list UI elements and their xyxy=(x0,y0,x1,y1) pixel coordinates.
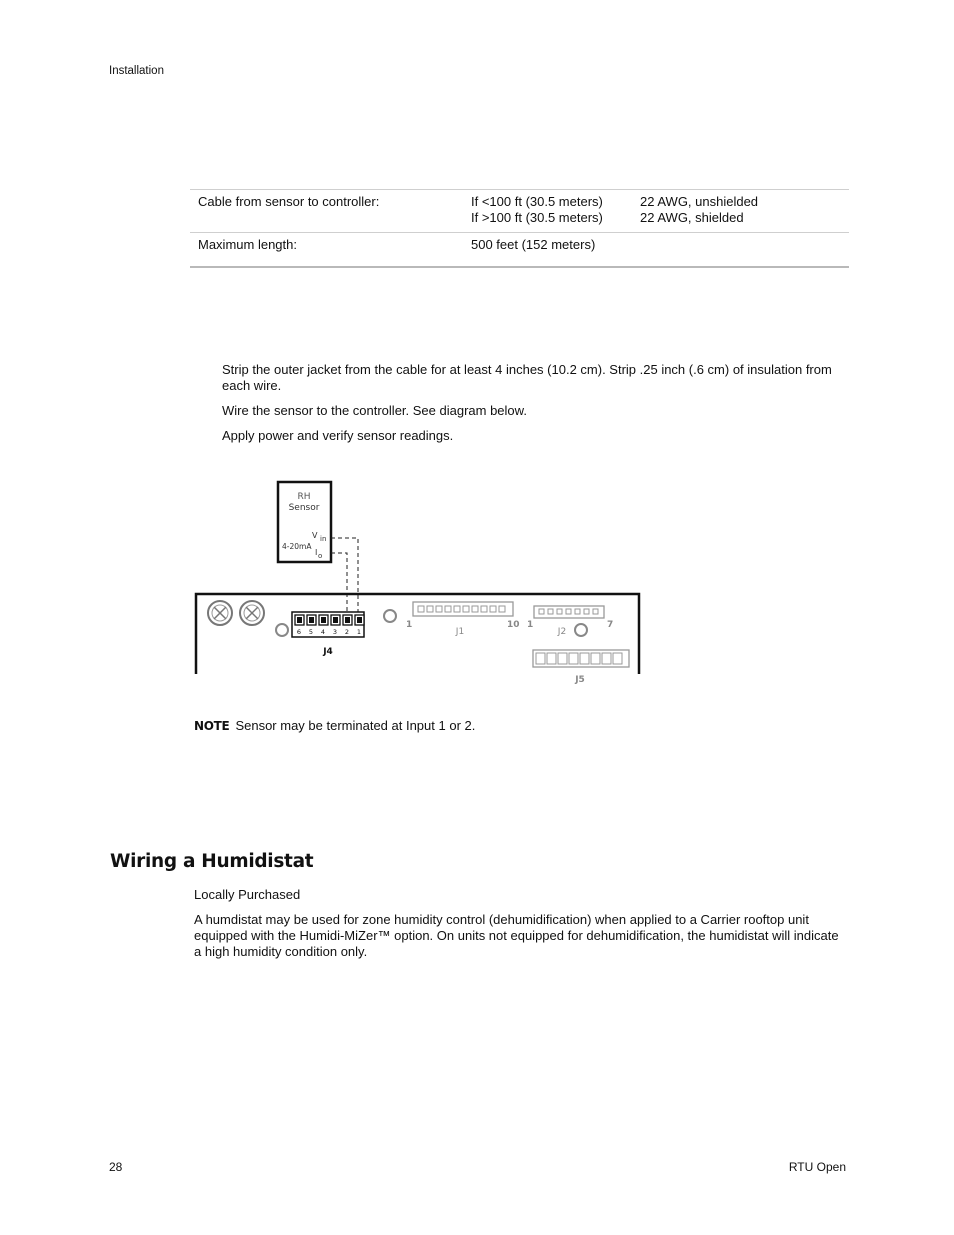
value-unshielded: 22 AWG, unshielded xyxy=(640,194,759,209)
running-header: Installation xyxy=(109,65,164,77)
sensor-title-rh: RH xyxy=(297,492,311,502)
vin-v: V xyxy=(312,531,318,540)
condition-over-100ft: If >100 ft (30.5 meters) xyxy=(471,210,603,225)
j4-pin-6: 6 xyxy=(296,628,302,636)
vin-sub: in xyxy=(320,535,327,543)
section-subtitle: Locally Purchased xyxy=(194,887,301,902)
j1-start: 1 xyxy=(406,620,413,630)
vin-wire xyxy=(331,538,358,614)
condition-under-100ft: If <100 ft (30.5 meters) xyxy=(471,194,603,209)
io-sub: o xyxy=(318,552,323,560)
j4-pin-2: 2 xyxy=(344,628,350,636)
cable-conditions xyxy=(471,194,603,226)
installation-steps xyxy=(222,362,842,453)
section-heading: Wiring a Humidistat xyxy=(110,851,314,872)
step-3: Apply power and verify sensor readings. xyxy=(222,428,454,443)
j4-terminal-block xyxy=(292,612,364,637)
sensor-title-sensor: Sensor xyxy=(288,503,320,513)
cable-label: Cable from sensor to controller: xyxy=(198,194,380,209)
j2-connector xyxy=(534,606,604,618)
max-length-label: Maximum length: xyxy=(198,237,297,252)
table-row xyxy=(190,233,849,266)
step-1: Strip the outer jacket from the cable for at least 4 inches (10.2 cm). Strip .25 inch (.6 cm) of insulation from each wire. xyxy=(222,362,832,393)
io-i: I xyxy=(315,548,318,557)
document-title: RTU Open xyxy=(788,1160,846,1174)
sensor-wires xyxy=(331,538,358,614)
step-2: Wire the sensor to the controller. See diagram below. xyxy=(222,403,527,418)
j1-connector xyxy=(413,602,513,616)
j2-end: 7 xyxy=(607,620,614,630)
cable-values xyxy=(640,194,758,226)
j4-pin-3: 3 xyxy=(332,628,338,636)
rh-sensor-wiring-diagram xyxy=(190,478,650,690)
mounting-hole-1 xyxy=(208,601,232,625)
j5-connector xyxy=(533,650,629,667)
j2-start: 1 xyxy=(527,620,534,630)
max-length-value: 500 feet (152 meters) xyxy=(471,237,596,252)
io-wire xyxy=(331,553,347,614)
note xyxy=(194,718,475,733)
j4-pin-4: 4 xyxy=(320,628,326,636)
signal-label: 4-20mA xyxy=(282,542,312,551)
section-paragraph: A humdistat may be used for zone humidity control (dehumidification) when applied to a Carrier rooftop unit equipped with the Humidi-MiZer™ option. On units not equipped for dehumidification, the humidistat will indicate a high humidity condition only. xyxy=(194,912,839,959)
note-text: Sensor may be terminated at Input 1 or 2. xyxy=(235,718,476,733)
led-indicator xyxy=(276,624,288,636)
led-indicator xyxy=(575,624,587,636)
j4-label: J4 xyxy=(323,647,333,657)
value-shielded: 22 AWG, shielded xyxy=(640,210,744,225)
note-label: NOTE xyxy=(194,719,230,733)
j4-pin-5: 5 xyxy=(308,628,314,636)
page-number: 28 xyxy=(109,1160,123,1174)
j5-label: J5 xyxy=(575,675,585,685)
cable-spec-table xyxy=(190,189,849,268)
table-row xyxy=(190,190,849,233)
j1-end: 10 xyxy=(507,620,520,630)
j2-label: J2 xyxy=(557,627,567,637)
mounting-hole-2 xyxy=(240,601,264,625)
j1-label: J1 xyxy=(455,627,465,637)
led-indicator xyxy=(384,610,396,622)
j4-pin-1: 1 xyxy=(356,628,362,636)
